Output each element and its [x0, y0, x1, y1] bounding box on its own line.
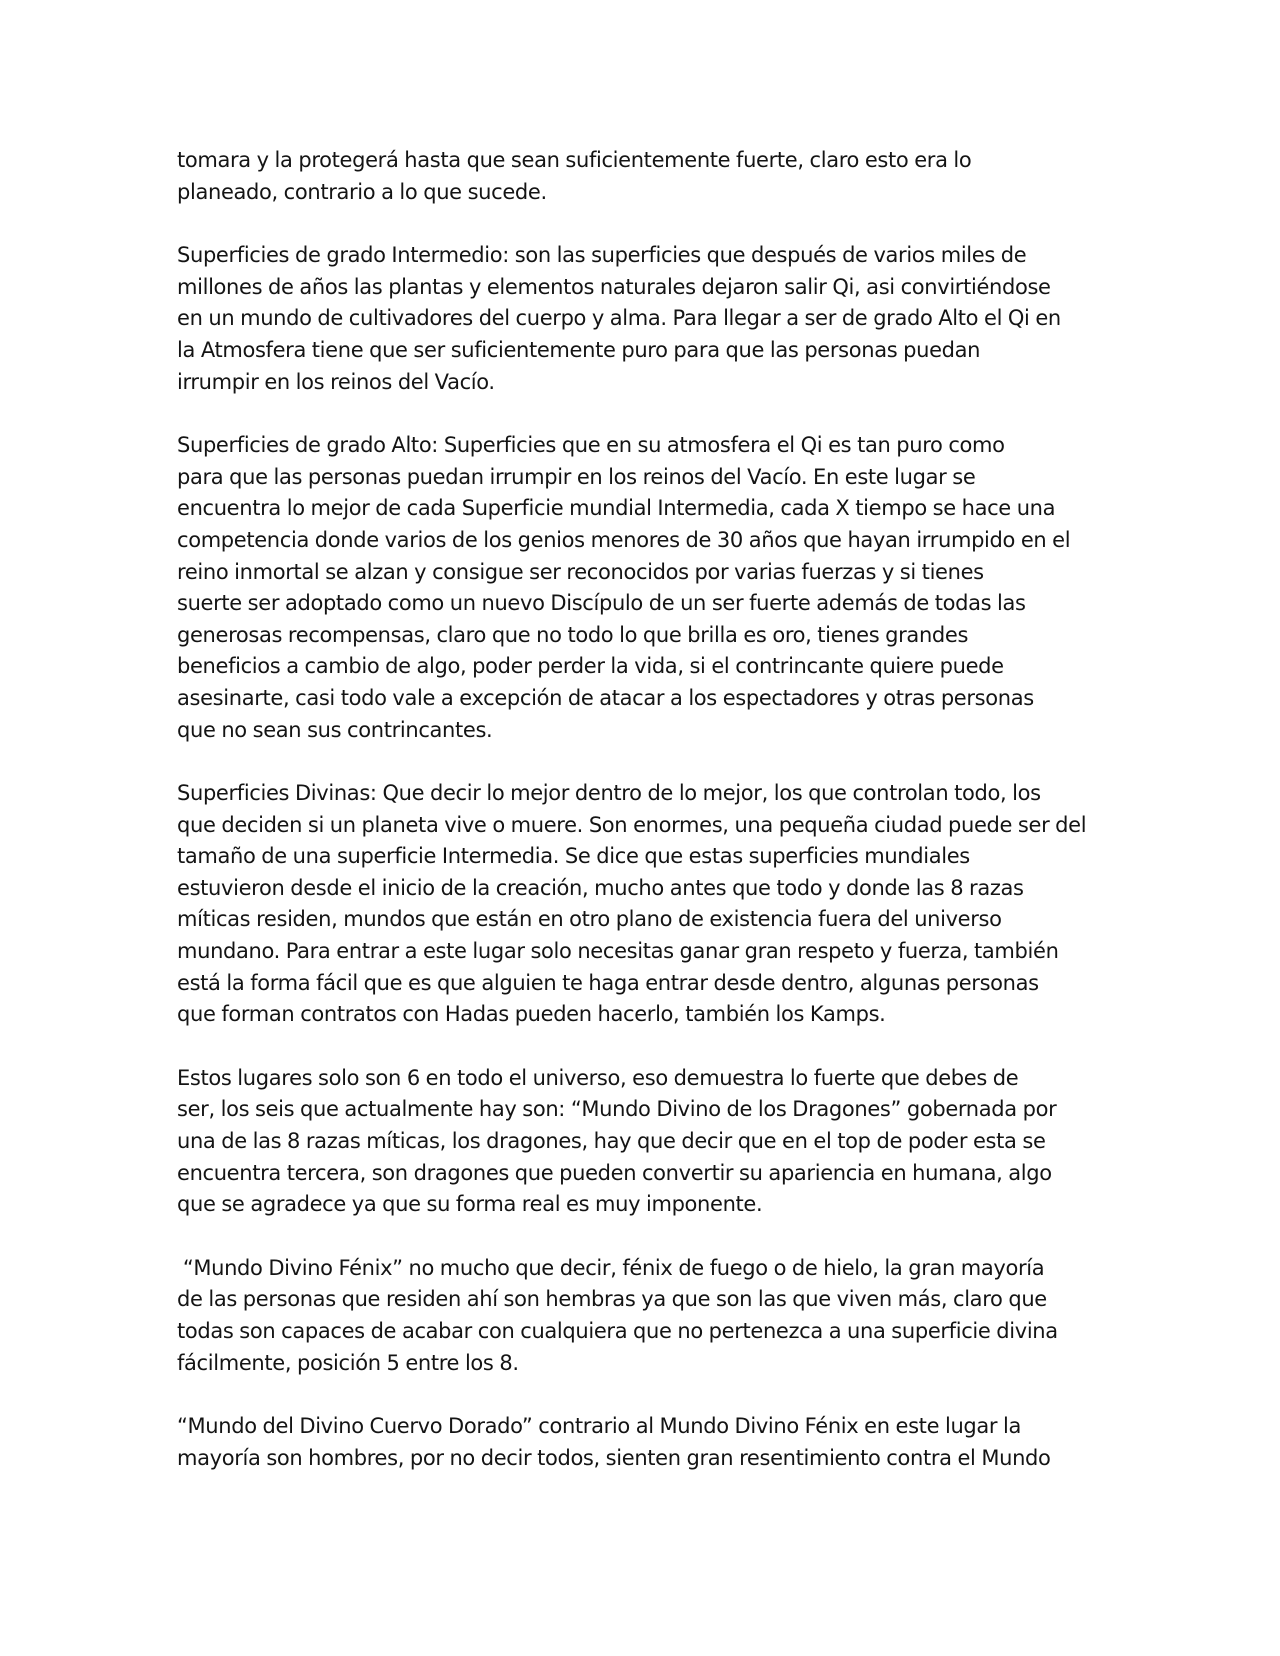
paragraph-phoenix-world: “Mundo Divino Fénix” no mucho que decir, fénix de fuego o de hielo, la gran mayoría de las personas que residen ahí son hembras ya que son las que viven más, claro que todas son capaces de acabar con cualquiera que no pertenezca a una superficie divina fácilmente, posición 5 entre los 8.	[177, 1255, 1058, 1375]
document-body	[177, 145, 1107, 1506]
paragraph-high-surfaces: Superficies de grado Alto: Superficies que en su atmosfera el Qi es tan puro como para que las personas puedan irrumpir en los reinos del Vacío. En este lugar se encuentra lo mejor de cada Superficie mundial Intermedia, cada X tiempo se hace una competencia donde varios de los genios menores de 30 años que hayan irrumpido en el reino inmortal se alzan y consigue ser reconocidos por varias fuerzas y si tienes suerte ser adoptado como un nuevo Discípulo de un ser fuerte además de todas las generosas recompensas, claro que no todo lo que brilla es oro, tienes grandes beneficios a cambio de algo, poder perder la vida, si el contrincante quiere puede asesinarte, casi todo vale a excepción de atacar a los espectadores y otras personas que no sean sus contrincantes.	[177, 433, 1071, 742]
paragraph-intermediate-surfaces: Superficies de grado Intermedio: son las superficies que después de varios miles de millones de años las plantas y elementos naturales dejaron salir Qi, asi convirtiéndose en un mundo de cultivadores del cuerpo y alma. Para llegar a ser de grado Alto el Qi en la Atmosfera tiene que ser suficientemente puro para que las personas puedan irrumpir en los reinos del Vacío.	[177, 243, 1061, 394]
paragraph-golden-crow-world: “Mundo del Divino Cuervo Dorado” contrario al Mundo Divino Fénix en este lugar la mayoría son hombres, por no decir todos, sienten gran resentimiento contra el Mundo	[177, 1414, 1051, 1470]
paragraph-divine-surfaces: Superficies Divinas: Que decir lo mejor dentro de lo mejor, los que controlan todo, los que deciden si un planeta vive o muere. Son enormes, una pequeña ciudad puede ser del tamaño de una superficie Intermedia. Se dice que estas superficies mundiales estuvieron desde el inicio de la creación, mucho antes que todo y donde las 8 razas míticas residen, mundos que están en otro plano de existencia fuera del universo mundano. Para entrar a este lugar solo necesitas ganar gran respeto y fuerza, también está la forma fácil que es que alguien te haga entrar desde dentro, algunas personas que forman contratos con Hadas pueden hacerlo, también los Kamps.	[177, 781, 1087, 1027]
paragraph-six-places: Estos lugares solo son 6 en todo el universo, eso demuestra lo fuerte que debes de ser, los seis que actualmente hay son: “Mundo Divino de los Dragones” gobernada por una de las 8 razas míticas, los dragones, hay que decir que en el top de poder esta se encuentra tercera, son dragones que pueden convertir su apariencia en humana, algo que se agradece ya que su forma real es muy imponente.	[177, 1065, 1057, 1217]
paragraph-intro: tomara y la protegerá hasta que sean suficientemente fuerte, claro esto era lo planeado, contrario a lo que sucede.	[177, 148, 972, 204]
